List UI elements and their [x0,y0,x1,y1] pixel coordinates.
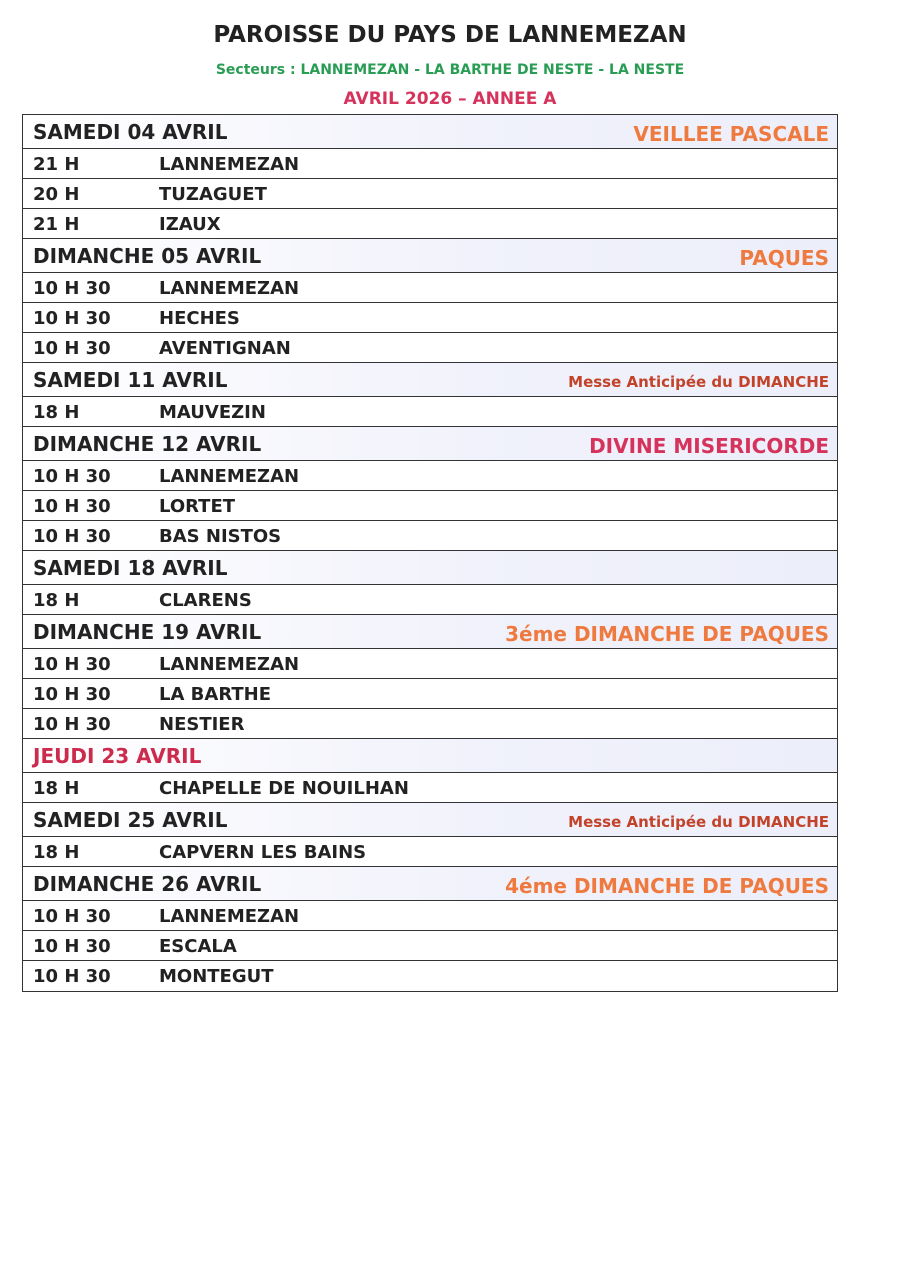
mass-time: 10 H 30 [33,496,111,517]
mass-row [23,585,837,615]
mass-time: 10 H 30 [33,338,111,359]
mass-row [23,709,837,739]
day-label: SAMEDI 25 AVRIL [33,808,228,832]
mass-place: LANNEMEZAN [159,466,300,487]
mass-place: NESTIER [159,714,245,735]
day-label: JEUDI 23 AVRIL [33,744,202,768]
mass-row [23,397,837,427]
mass-row [23,773,837,803]
day-row [23,363,837,397]
day-label: SAMEDI 04 AVRIL [33,120,228,144]
mass-place: CLARENS [159,590,252,611]
mass-row [23,333,837,363]
mass-place: CAPVERN LES BAINS [159,842,367,863]
day-label: DIMANCHE 05 AVRIL [33,244,262,268]
feast-label: Messe Anticipée du DIMANCHE [568,373,829,391]
mass-row [23,491,837,521]
mass-time: 10 H 30 [33,278,111,299]
day-row [23,239,837,273]
sectors-subtitle: Secteurs : LANNEMEZAN - LA BARTHE DE NESTE - LA NESTE [215,62,685,78]
day-row [23,615,837,649]
mass-time: 10 H 30 [33,936,111,957]
mass-time: 18 H [33,402,80,423]
feast-label: 3éme DIMANCHE DE PAQUES [505,622,829,646]
mass-row [23,461,837,491]
mass-place: LANNEMEZAN [159,654,300,675]
mass-place: TUZAGUET [159,184,267,205]
mass-time: 21 H [33,214,80,235]
mass-row [23,679,837,709]
mass-place: IZAUX [159,214,221,235]
mass-place: LA BARTHE [159,684,272,705]
mass-row [23,209,837,239]
mass-time: 10 H 30 [33,466,111,487]
mass-row [23,931,837,961]
mass-place: LANNEMEZAN [159,906,300,927]
mass-time: 20 H [33,184,80,205]
mass-row [23,521,837,551]
day-row [23,739,837,773]
mass-time: 10 H 30 [33,906,111,927]
mass-row [23,649,837,679]
feast-label: 4éme DIMANCHE DE PAQUES [505,874,829,898]
mass-schedule-table [22,114,838,992]
mass-place: AVENTIGNAN [159,338,291,359]
mass-time: 10 H 30 [33,308,111,329]
mass-place: MONTEGUT [159,966,274,987]
mass-time: 21 H [33,154,80,175]
mass-time: 10 H 30 [33,654,111,675]
mass-row [23,837,837,867]
day-row [23,803,837,837]
day-row [23,551,837,585]
mass-row [23,273,837,303]
day-row [23,867,837,901]
mass-time: 10 H 30 [33,684,111,705]
mass-place: BAS NISTOS [159,526,282,547]
mass-place: CHAPELLE DE NOUILHAN [159,778,409,799]
page-title: PAROISSE DU PAYS DE LANNEMEZAN [213,22,687,48]
feast-label: DIVINE MISERICORDE [589,434,829,458]
month-heading: AVRIL 2026 – ANNEE A [343,89,557,109]
feast-label: VEILLEE PASCALE [633,122,829,146]
mass-row [23,961,837,991]
mass-time: 18 H [33,842,80,863]
mass-time: 10 H 30 [33,714,111,735]
mass-place: MAUVEZIN [159,402,266,423]
mass-row [23,901,837,931]
mass-time: 10 H 30 [33,526,111,547]
mass-place: LANNEMEZAN [159,278,300,299]
day-label: DIMANCHE 19 AVRIL [33,620,262,644]
mass-place: HECHES [159,308,240,329]
mass-row [23,179,837,209]
day-label: SAMEDI 18 AVRIL [33,556,228,580]
mass-row [23,149,837,179]
day-label: SAMEDI 11 AVRIL [33,368,228,392]
mass-place: ESCALA [159,936,237,957]
mass-place: LORTET [159,496,236,517]
mass-time: 18 H [33,590,80,611]
mass-time: 18 H [33,778,80,799]
mass-row [23,303,837,333]
mass-place: LANNEMEZAN [159,154,300,175]
mass-time: 10 H 30 [33,966,111,987]
day-row [23,427,837,461]
day-label: DIMANCHE 26 AVRIL [33,872,262,896]
feast-label: PAQUES [739,246,829,270]
day-label: DIMANCHE 12 AVRIL [33,432,262,456]
day-row [23,115,837,149]
feast-label: Messe Anticipée du DIMANCHE [568,813,829,831]
